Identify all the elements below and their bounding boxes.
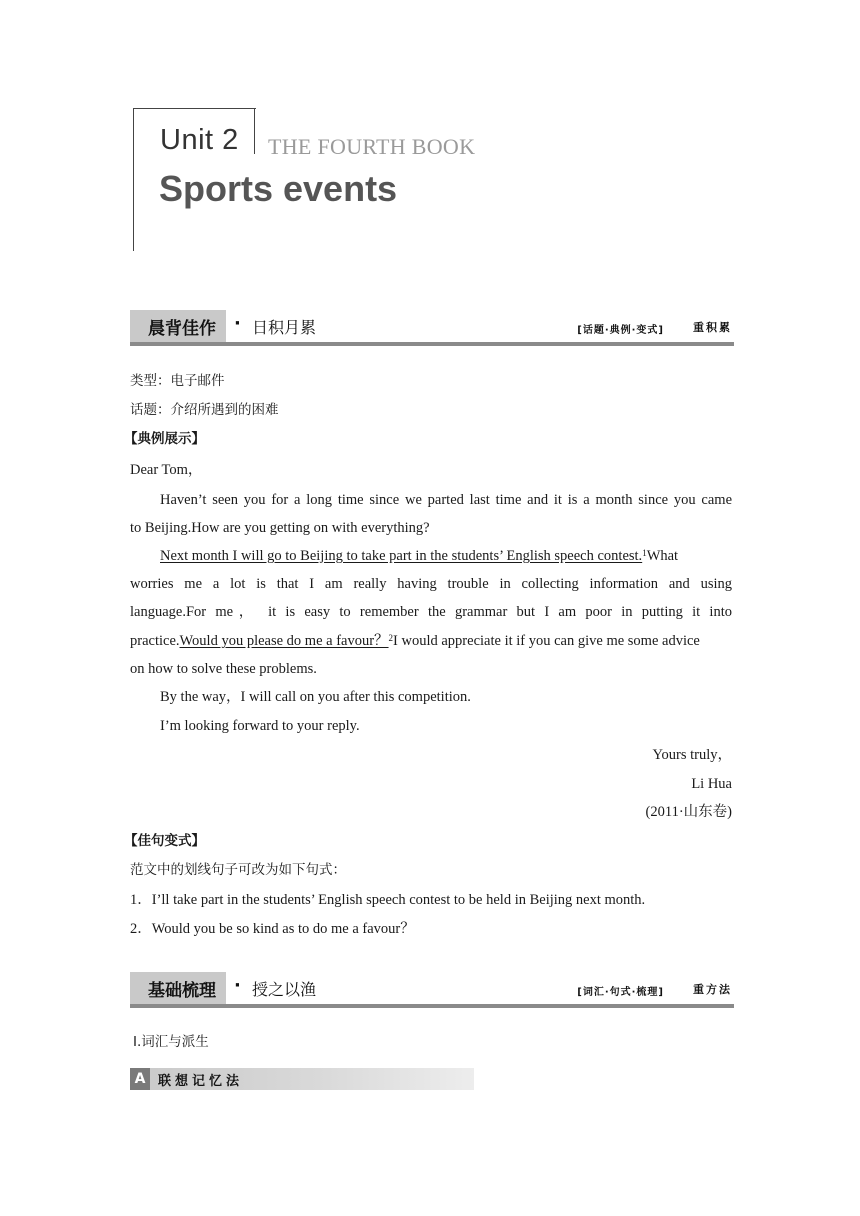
letter-closing: Yours truly， xyxy=(652,747,732,763)
letter-p1-line2: to Beijing.How are you getting on with everything? xyxy=(130,520,430,536)
letter-p2-line1-rest: What xyxy=(646,548,679,564)
footnote-mark-1: 1 xyxy=(642,548,647,558)
letter-p1-line1: Haven’t seen you for a long time since we parted last time and it is a month since you came xyxy=(160,492,732,508)
example-heading: 【典例展示】 xyxy=(124,431,205,447)
section-tags: [词汇·句式·梳理] xyxy=(577,987,664,998)
unit-number: Unit 2 xyxy=(160,124,239,156)
subsection-letter-box: A xyxy=(130,1068,150,1090)
letter-p3: By the way，I will call on you after this competition. xyxy=(160,689,471,705)
section-bar-rule xyxy=(130,1004,734,1008)
section-tags: [话题·典例·变式] xyxy=(577,325,664,336)
letter-p2-line2: worries me a lot is that I am really having trouble in collecting information and using xyxy=(130,576,732,592)
letter-p2-line4 xyxy=(130,631,700,651)
section-subtitle: 日积月累 xyxy=(252,318,317,337)
section-bar-reading xyxy=(130,310,734,346)
type-line: 类型：电子邮件 xyxy=(130,373,225,389)
letter-signature: Li Hua xyxy=(691,776,732,792)
underlined-sentence-2: Would you please do me a favour？ xyxy=(179,633,389,649)
footnote-mark-2: 2 xyxy=(388,633,394,643)
letter-p2-line4-start: practice. xyxy=(130,633,180,649)
letter-p2-line1 xyxy=(160,546,678,566)
variants-heading: 【佳句变式】 xyxy=(124,833,205,849)
unit-header-divider xyxy=(254,108,255,154)
unit-title: Sports events xyxy=(159,168,398,209)
variant-item-2: 2．Would you be so kind as to do me a favour？ xyxy=(130,921,415,937)
topic-line: 话题：介绍所遇到的困难 xyxy=(130,402,279,418)
part-one-heading: Ⅰ.词汇与派生 xyxy=(133,1034,209,1050)
section-subtitle: 授之以渔 xyxy=(252,980,317,999)
variants-intro: 范文中的划线句子可改为如下句式： xyxy=(130,862,346,878)
letter-p2-line3: language.For me， it is easy to remember the grammar but I am poor in putting it into xyxy=(130,604,732,620)
section-end-label: 重积累 xyxy=(693,321,732,334)
letter-greeting: Dear Tom， xyxy=(130,462,203,478)
section-dot: · xyxy=(234,975,241,996)
book-label: THE FOURTH BOOK xyxy=(268,134,476,159)
section-bar-basics xyxy=(130,972,734,1008)
letter-source: (2011·山东卷) xyxy=(645,804,732,820)
section-title: 基础梳理 xyxy=(148,981,216,1001)
subsection-label: 联想记忆法 xyxy=(158,1074,244,1089)
section-end-label: 重方法 xyxy=(693,983,732,996)
subsection-bar-a xyxy=(130,1068,474,1090)
letter-p4: I’m looking forward to your reply. xyxy=(160,718,360,734)
section-title: 晨背佳作 xyxy=(148,319,216,339)
section-dot: · xyxy=(234,313,241,334)
underlined-sentence-1: Next month I will go to Beijing to take part in the students’ English speech contest. xyxy=(160,548,643,564)
section-bar-rule xyxy=(130,342,734,346)
letter-p2-line5: on how to solve these problems. xyxy=(130,661,317,677)
variant-item-1: 1．I’ll take part in the students’ English speech contest to be held in Beijing next month. xyxy=(130,892,646,908)
letter-p2-line4-rest: I would appreciate it if you can give me some advice xyxy=(393,633,700,649)
